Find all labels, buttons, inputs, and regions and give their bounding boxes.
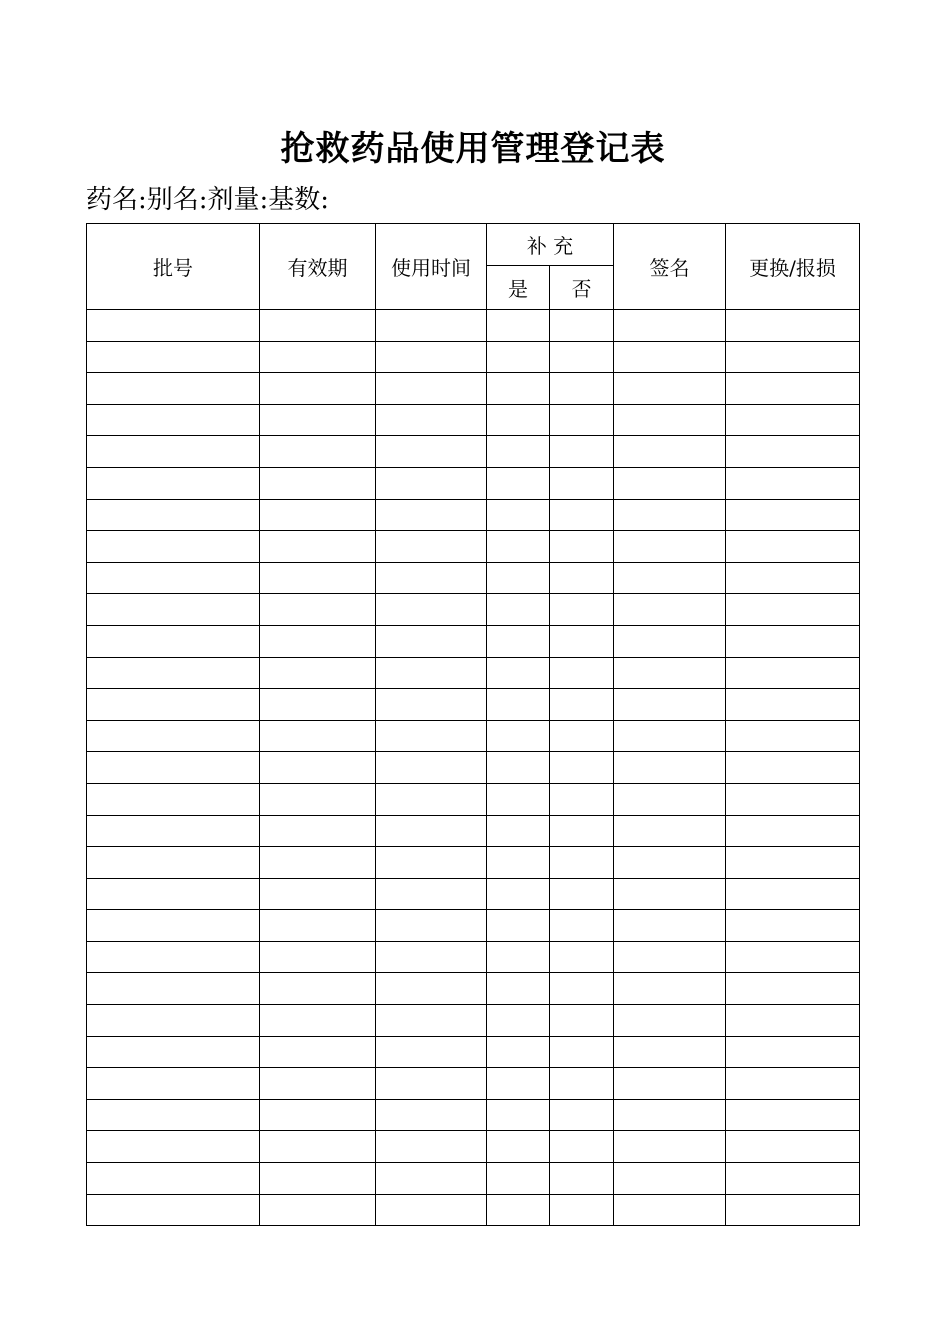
table-cell[interactable] (87, 625, 260, 657)
table-cell[interactable] (376, 310, 487, 342)
table-cell[interactable] (487, 657, 550, 689)
table-row (87, 436, 860, 468)
table-cell[interactable] (550, 878, 614, 910)
table-cell[interactable] (376, 910, 487, 942)
table-cell[interactable] (87, 499, 260, 531)
table-row (87, 815, 860, 847)
table-cell[interactable] (726, 847, 860, 879)
table-cell[interactable] (376, 467, 487, 499)
table-cell[interactable] (487, 1194, 550, 1226)
table-cell[interactable] (550, 973, 614, 1005)
table-row (87, 878, 860, 910)
table-cell[interactable] (550, 1131, 614, 1163)
table-cell[interactable] (260, 1005, 376, 1037)
table-cell[interactable] (87, 436, 260, 468)
table-cell[interactable] (376, 531, 487, 563)
table-cell[interactable] (726, 752, 860, 784)
table-row (87, 625, 860, 657)
table-cell[interactable] (550, 783, 614, 815)
table-cell[interactable] (487, 720, 550, 752)
table-cell[interactable] (550, 1099, 614, 1131)
table-cell[interactable] (376, 720, 487, 752)
table-cell[interactable] (260, 657, 376, 689)
table-cell[interactable] (487, 878, 550, 910)
table-cell[interactable] (550, 689, 614, 721)
table-cell[interactable] (614, 783, 726, 815)
table-cell[interactable] (726, 878, 860, 910)
table-cell[interactable] (487, 625, 550, 657)
table-cell[interactable] (550, 625, 614, 657)
table-cell[interactable] (487, 1131, 550, 1163)
table-cell[interactable] (260, 404, 376, 436)
table-cell[interactable] (87, 910, 260, 942)
table-cell[interactable] (726, 404, 860, 436)
table-row (87, 404, 860, 436)
table-cell[interactable] (726, 625, 860, 657)
table-cell[interactable] (260, 1163, 376, 1195)
table-cell[interactable] (726, 594, 860, 626)
table-cell[interactable] (376, 1099, 487, 1131)
table-cell[interactable] (726, 1131, 860, 1163)
table-cell[interactable] (726, 973, 860, 1005)
table-cell[interactable] (614, 847, 726, 879)
header-replenish: 补 充 (487, 224, 614, 266)
table-cell[interactable] (614, 1005, 726, 1037)
table-row (87, 720, 860, 752)
table-cell[interactable] (550, 404, 614, 436)
table-cell[interactable] (726, 1099, 860, 1131)
table-cell[interactable] (376, 752, 487, 784)
table-cell[interactable] (260, 941, 376, 973)
table-cell[interactable] (614, 910, 726, 942)
table-cell[interactable] (376, 815, 487, 847)
table-cell[interactable] (260, 1194, 376, 1226)
table-cell[interactable] (260, 1068, 376, 1100)
table-cell[interactable] (550, 341, 614, 373)
table-cell[interactable] (550, 499, 614, 531)
table-cell[interactable] (376, 689, 487, 721)
table-cell[interactable] (614, 1163, 726, 1195)
table-cell[interactable] (260, 689, 376, 721)
table-cell[interactable] (260, 625, 376, 657)
table-cell[interactable] (487, 562, 550, 594)
table-cell[interactable] (550, 815, 614, 847)
table-cell[interactable] (260, 1099, 376, 1131)
table-cell[interactable] (550, 1194, 614, 1226)
table-cell[interactable] (376, 973, 487, 1005)
table-cell[interactable] (487, 310, 550, 342)
table-cell[interactable] (87, 1005, 260, 1037)
table-cell[interactable] (614, 373, 726, 405)
table-cell[interactable] (550, 1163, 614, 1195)
table-cell[interactable] (87, 341, 260, 373)
table-row (87, 1163, 860, 1195)
table-cell[interactable] (260, 910, 376, 942)
table-cell[interactable] (376, 1131, 487, 1163)
table-cell[interactable] (726, 436, 860, 468)
table-cell[interactable] (550, 657, 614, 689)
table-cell[interactable] (260, 878, 376, 910)
table-cell[interactable] (614, 531, 726, 563)
table-cell[interactable] (376, 499, 487, 531)
table-cell[interactable] (487, 499, 550, 531)
table-cell[interactable] (726, 562, 860, 594)
table-cell[interactable] (376, 1068, 487, 1100)
table-cell[interactable] (550, 910, 614, 942)
table-row (87, 1194, 860, 1226)
table-cell[interactable] (87, 878, 260, 910)
table-cell[interactable] (726, 815, 860, 847)
table-cell[interactable] (614, 878, 726, 910)
table-cell[interactable] (614, 436, 726, 468)
table-cell[interactable] (614, 404, 726, 436)
table-cell[interactable] (376, 341, 487, 373)
table-cell[interactable] (550, 373, 614, 405)
table-cell[interactable] (614, 815, 726, 847)
table-cell[interactable] (376, 404, 487, 436)
table-cell[interactable] (260, 341, 376, 373)
table-cell[interactable] (260, 499, 376, 531)
table-cell[interactable] (87, 847, 260, 879)
table-cell[interactable] (726, 910, 860, 942)
table-cell[interactable] (550, 1005, 614, 1037)
table-cell[interactable] (726, 1068, 860, 1100)
table-cell[interactable] (487, 783, 550, 815)
table-cell[interactable] (87, 720, 260, 752)
table-cell[interactable] (614, 973, 726, 1005)
table-cell[interactable] (726, 467, 860, 499)
table-cell[interactable] (87, 531, 260, 563)
table-row (87, 1068, 860, 1100)
header-use-time: 使用时间 (376, 224, 487, 310)
table-row (87, 689, 860, 721)
table-row (87, 973, 860, 1005)
table-row (87, 847, 860, 879)
table-cell[interactable] (87, 783, 260, 815)
table-cell[interactable] (726, 1005, 860, 1037)
header-expiry: 有效期 (260, 224, 376, 310)
table-cell[interactable] (260, 436, 376, 468)
table-row (87, 531, 860, 563)
table-cell[interactable] (376, 847, 487, 879)
table-row (87, 467, 860, 499)
table-cell[interactable] (614, 310, 726, 342)
table-row (87, 1099, 860, 1131)
table-cell[interactable] (487, 1163, 550, 1195)
table-cell[interactable] (87, 657, 260, 689)
table-row (87, 783, 860, 815)
table-cell[interactable] (260, 1036, 376, 1068)
table-cell[interactable] (726, 783, 860, 815)
table-cell[interactable] (376, 941, 487, 973)
table-cell[interactable] (614, 1068, 726, 1100)
table-cell[interactable] (87, 689, 260, 721)
table-cell[interactable] (376, 878, 487, 910)
table-cell[interactable] (87, 594, 260, 626)
table-cell[interactable] (260, 467, 376, 499)
table-cell[interactable] (726, 657, 860, 689)
table-row (87, 594, 860, 626)
table-cell[interactable] (487, 341, 550, 373)
table-cell[interactable] (487, 752, 550, 784)
table-cell[interactable] (614, 689, 726, 721)
table-cell[interactable] (87, 973, 260, 1005)
table-row (87, 373, 860, 405)
table-cell[interactable] (260, 531, 376, 563)
table-cell[interactable] (87, 404, 260, 436)
table-row (87, 910, 860, 942)
table-cell[interactable] (487, 531, 550, 563)
table-cell[interactable] (550, 594, 614, 626)
table-cell[interactable] (550, 467, 614, 499)
table-cell[interactable] (550, 310, 614, 342)
table-cell[interactable] (614, 657, 726, 689)
table-cell[interactable] (87, 941, 260, 973)
table-cell[interactable] (260, 562, 376, 594)
table-cell[interactable] (487, 467, 550, 499)
table-cell[interactable] (376, 373, 487, 405)
table-cell[interactable] (550, 436, 614, 468)
table-cell[interactable] (87, 1131, 260, 1163)
table-cell[interactable] (487, 847, 550, 879)
table-cell[interactable] (614, 1131, 726, 1163)
table-cell[interactable] (487, 973, 550, 1005)
table-cell[interactable] (487, 436, 550, 468)
table-cell[interactable] (487, 594, 550, 626)
table-row (87, 562, 860, 594)
header-replenish-no: 否 (550, 266, 614, 310)
table-cell[interactable] (614, 1099, 726, 1131)
table-cell[interactable] (550, 1036, 614, 1068)
register-body (87, 310, 860, 1226)
table-cell[interactable] (87, 1036, 260, 1068)
table-cell[interactable] (550, 941, 614, 973)
table-cell[interactable] (87, 562, 260, 594)
table-row (87, 941, 860, 973)
table-cell[interactable] (487, 373, 550, 405)
table-cell[interactable] (260, 1131, 376, 1163)
table-cell[interactable] (614, 720, 726, 752)
table-cell[interactable] (726, 1194, 860, 1226)
table-cell[interactable] (550, 752, 614, 784)
table-row (87, 310, 860, 342)
table-row (87, 499, 860, 531)
table-cell[interactable] (614, 562, 726, 594)
table-row (87, 1131, 860, 1163)
table-cell[interactable] (614, 1194, 726, 1226)
table-cell[interactable] (87, 752, 260, 784)
table-cell[interactable] (487, 1036, 550, 1068)
table-cell[interactable] (614, 941, 726, 973)
table-cell[interactable] (487, 910, 550, 942)
table-row (87, 1005, 860, 1037)
table-cell[interactable] (487, 1068, 550, 1100)
table-cell[interactable] (550, 531, 614, 563)
table-cell[interactable] (376, 1194, 487, 1226)
table-cell[interactable] (726, 941, 860, 973)
table-cell[interactable] (550, 562, 614, 594)
table-cell[interactable] (87, 373, 260, 405)
table-cell[interactable] (614, 467, 726, 499)
table-cell[interactable] (487, 941, 550, 973)
table-cell[interactable] (260, 973, 376, 1005)
table-cell[interactable] (487, 1099, 550, 1131)
table-cell[interactable] (614, 499, 726, 531)
table-cell[interactable] (376, 657, 487, 689)
table-cell[interactable] (87, 1099, 260, 1131)
table-cell[interactable] (614, 752, 726, 784)
table-cell[interactable] (260, 783, 376, 815)
table-cell[interactable] (614, 594, 726, 626)
table-cell[interactable] (726, 373, 860, 405)
table-cell[interactable] (376, 594, 487, 626)
table-cell[interactable] (726, 499, 860, 531)
table-cell[interactable] (726, 689, 860, 721)
table-cell[interactable] (614, 625, 726, 657)
table-cell[interactable] (376, 436, 487, 468)
table-cell[interactable] (87, 1194, 260, 1226)
header-replace-scrap: 更换/报损 (726, 224, 860, 310)
table-cell[interactable] (87, 1068, 260, 1100)
table-cell[interactable] (726, 1036, 860, 1068)
table-cell[interactable] (87, 310, 260, 342)
header-signature: 签名 (614, 224, 726, 310)
drug-info-line: 药名:别名:剂量:基数: (86, 185, 330, 215)
table-cell[interactable] (376, 562, 487, 594)
table-cell[interactable] (487, 404, 550, 436)
table-cell[interactable] (87, 467, 260, 499)
table-cell[interactable] (260, 373, 376, 405)
table-cell[interactable] (726, 341, 860, 373)
table-cell[interactable] (614, 341, 726, 373)
table-cell[interactable] (260, 752, 376, 784)
table-cell[interactable] (376, 1005, 487, 1037)
table-cell[interactable] (614, 1036, 726, 1068)
table-cell[interactable] (260, 720, 376, 752)
table-cell[interactable] (726, 720, 860, 752)
table-cell[interactable] (726, 310, 860, 342)
page-title: 抢救药品使用管理登记表 (280, 129, 666, 169)
table-cell[interactable] (550, 720, 614, 752)
table-cell[interactable] (376, 1163, 487, 1195)
table-row (87, 657, 860, 689)
table-row (87, 752, 860, 784)
register-table (86, 223, 860, 1226)
table-cell[interactable] (550, 847, 614, 879)
header-replenish-yes: 是 (487, 266, 550, 310)
table-cell[interactable] (487, 1005, 550, 1037)
table-cell[interactable] (550, 1068, 614, 1100)
table-cell[interactable] (260, 815, 376, 847)
table-cell[interactable] (487, 815, 550, 847)
table-row (87, 1036, 860, 1068)
table-cell[interactable] (87, 1163, 260, 1195)
table-cell[interactable] (376, 1036, 487, 1068)
table-cell[interactable] (487, 689, 550, 721)
table-cell[interactable] (726, 531, 860, 563)
table-cell[interactable] (260, 847, 376, 879)
table-row (87, 341, 860, 373)
table-cell[interactable] (260, 310, 376, 342)
table-cell[interactable] (376, 783, 487, 815)
table-cell[interactable] (726, 1163, 860, 1195)
header-batch-no: 批号 (87, 224, 260, 310)
table-cell[interactable] (260, 594, 376, 626)
table-cell[interactable] (376, 625, 487, 657)
table-cell[interactable] (87, 815, 260, 847)
